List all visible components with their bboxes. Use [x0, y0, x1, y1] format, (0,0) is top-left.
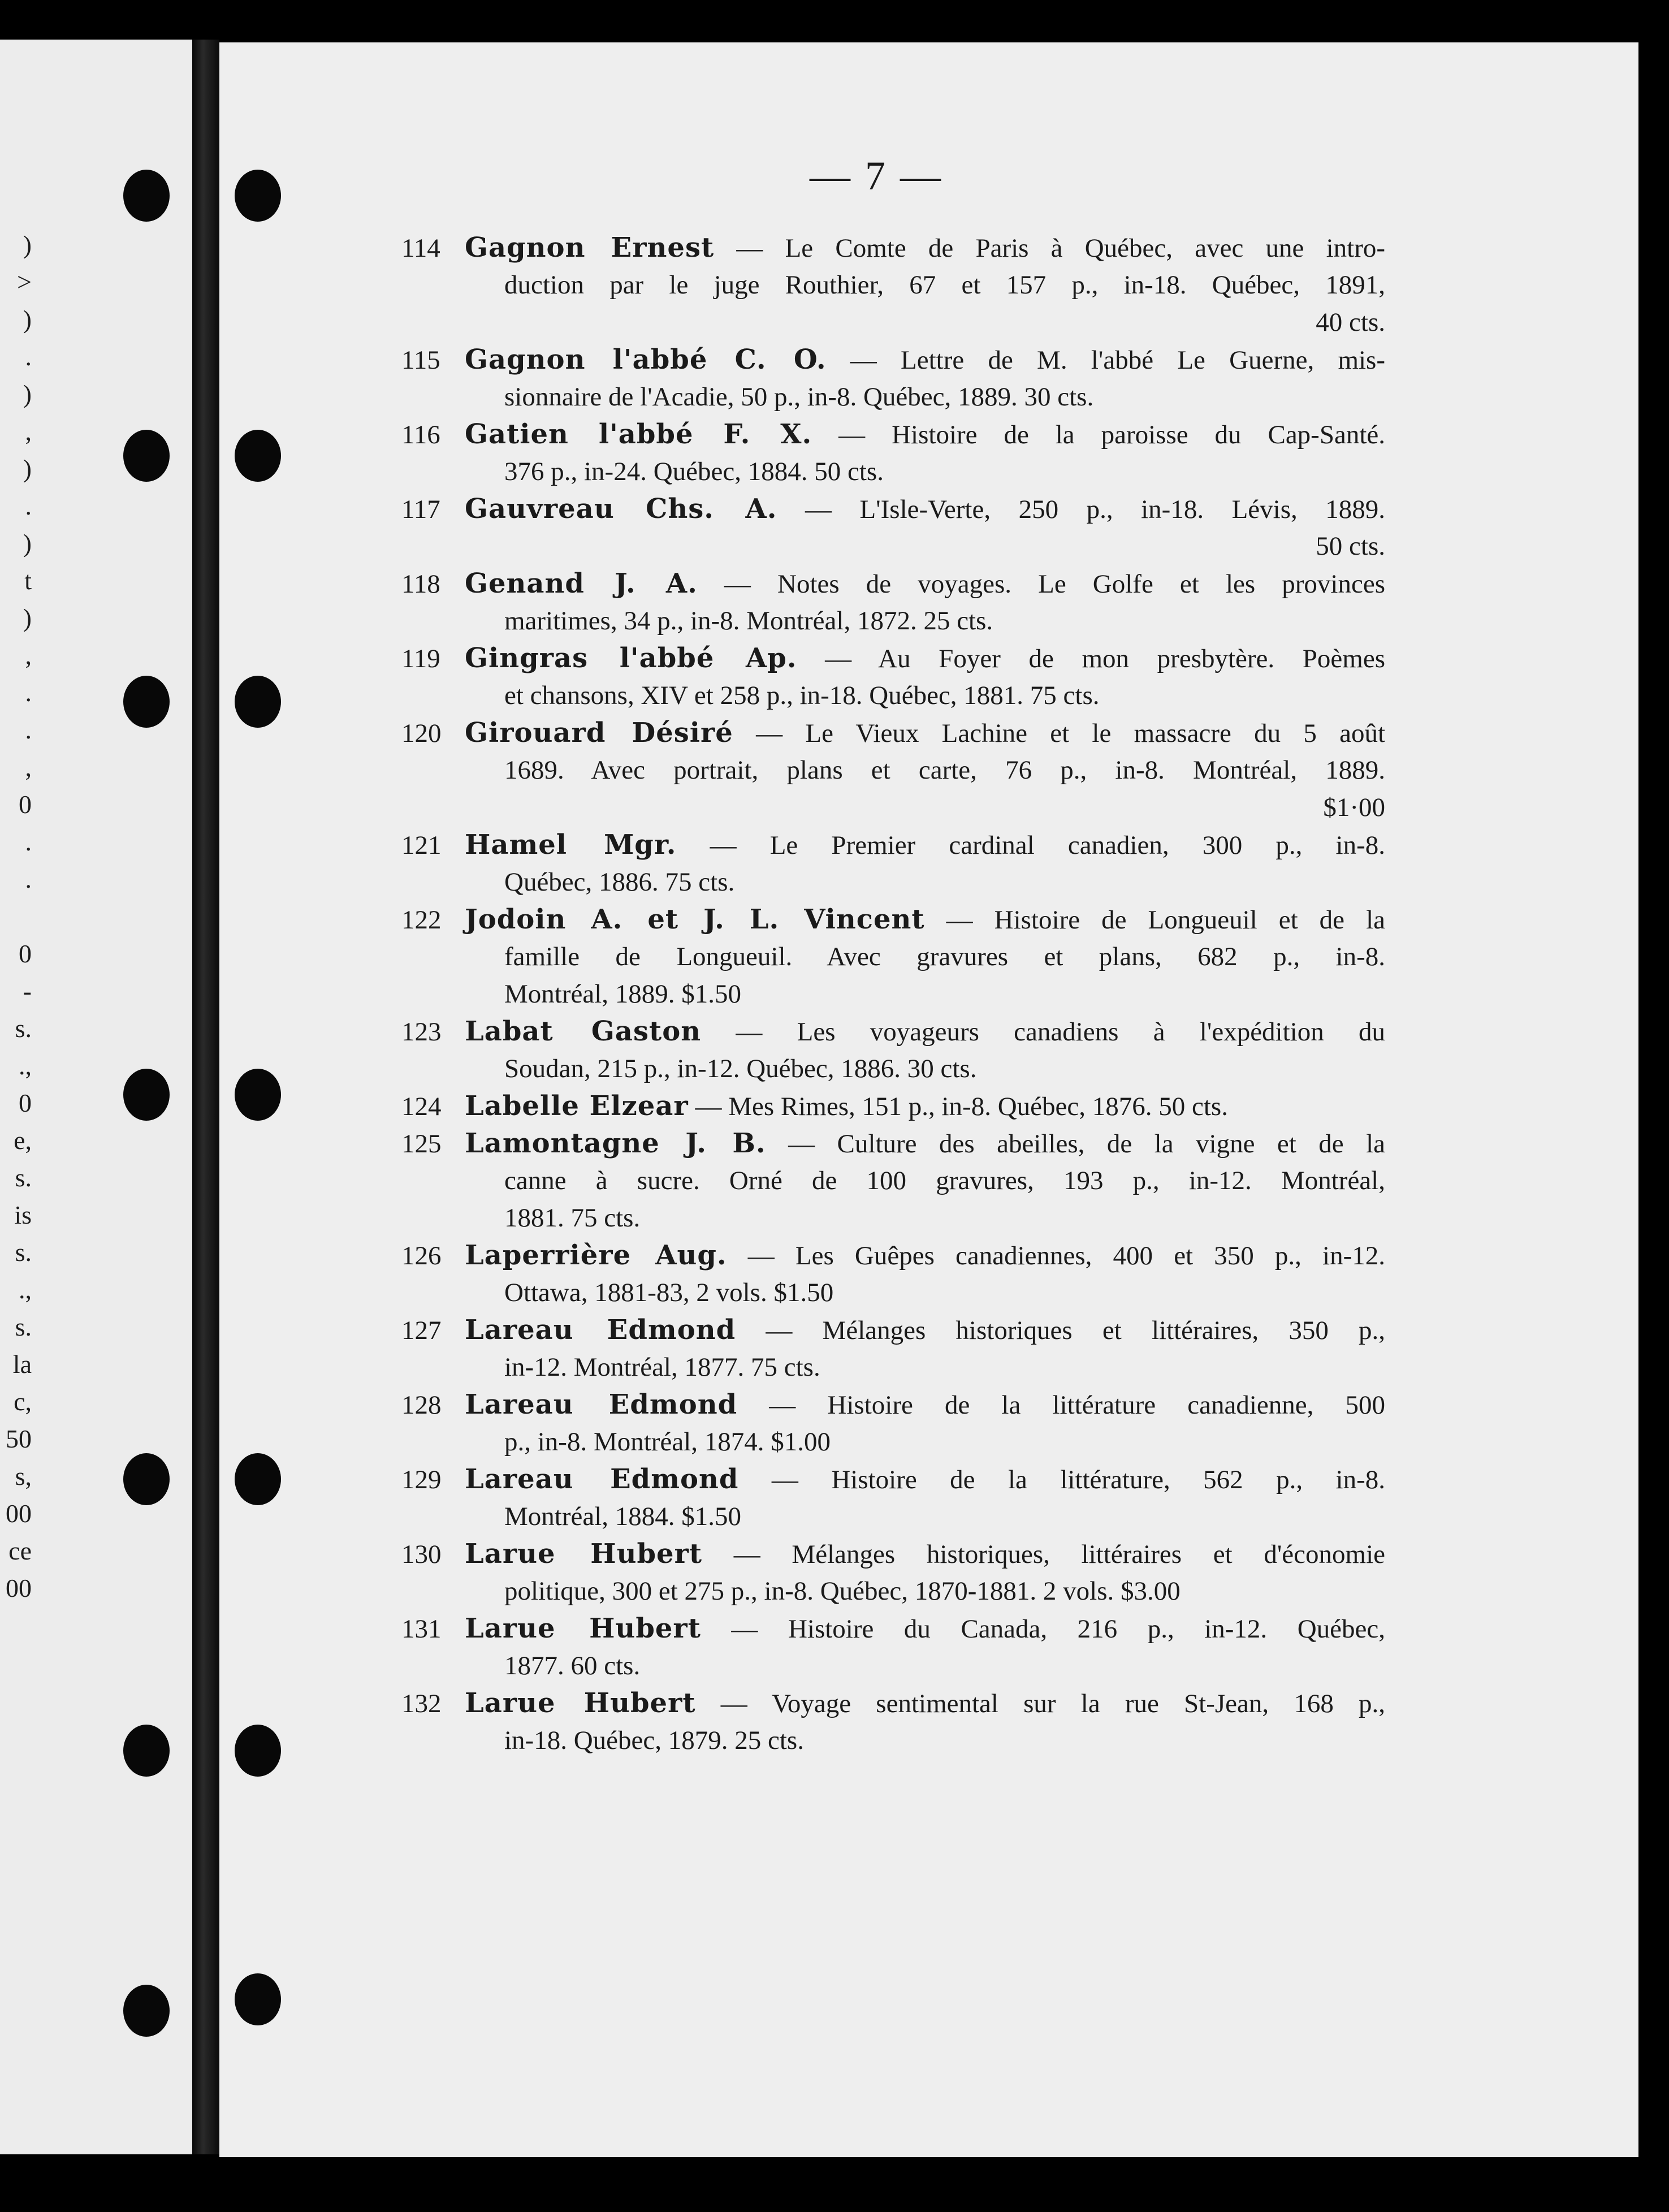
- entry-text: — Histoire de la littérature, 562 p., in-8.: [738, 1465, 1385, 1494]
- entry-author: Lareau Edmond: [465, 1389, 738, 1420]
- entry-author: Gatien l'abbé F. X.: [465, 418, 812, 450]
- entry-text: — Le Vieux Lachine et le massacre du 5 août: [733, 719, 1385, 748]
- entry-author: Gagnon l'abbé C. O.: [465, 344, 827, 375]
- entry-author: Hamel Mgr.: [465, 829, 677, 861]
- book-gutter: [192, 40, 219, 2154]
- catalogue-entry: [401, 229, 1385, 341]
- left-page-fragment: -: [23, 977, 32, 1005]
- entry-continuation-line: maritimes, 34 p., in-8. Montréal, 1872. 25 cts.: [504, 606, 993, 636]
- left-page-fragment: .: [25, 342, 32, 371]
- entry-continuation-line: 1877. 60 cts.: [504, 1651, 641, 1680]
- entry-number: 130: [401, 1540, 442, 1569]
- catalogue-entry: [401, 1311, 1385, 1386]
- entry-number: 120: [401, 719, 442, 748]
- catalogue-entry: [401, 826, 1385, 901]
- left-page-fragment: la: [12, 1350, 32, 1379]
- entry-continuation-line: canne à sucre. Orné de 100 gravures, 193 p., in-12. Montréal,: [504, 1166, 1385, 1195]
- punch-hole: [123, 430, 170, 482]
- catalogue-entry: [401, 1684, 1385, 1759]
- entry-text: — Lettre de M. l'abbé Le Guerne, mis-: [826, 345, 1385, 375]
- left-page-fragment: 00: [6, 1574, 32, 1602]
- entry-number: 115: [401, 345, 440, 375]
- entry-first-line: [401, 1610, 1385, 1647]
- entry-number: 116: [401, 420, 440, 450]
- entry-text: — Histoire de Longueuil et de la: [924, 905, 1385, 935]
- entry-number: 124: [401, 1092, 442, 1121]
- entry-number: 131: [401, 1614, 442, 1644]
- left-page-text-edge: [0, 226, 40, 1607]
- entry-text: — Voyage sentimental sur la rue St-Jean, 168 p.,: [695, 1689, 1385, 1718]
- entry-continuation-line: 1689. Avec portrait, plans et carte, 76 p., in-8. Montréal, 1889.: [504, 755, 1385, 785]
- entry-number: 121: [401, 831, 442, 860]
- entry-number: 125: [401, 1129, 442, 1159]
- punch-hole: [235, 1725, 281, 1777]
- entry-text: — Les Guêpes canadiennes, 400 et 350 p., in-12.: [727, 1241, 1385, 1271]
- entry-number: 118: [401, 569, 440, 599]
- entry-continuation-line: sionnaire de l'Acadie, 50 p., in-8. Québec, 1889. 30 cts.: [504, 382, 1094, 412]
- entry-first-line: [401, 416, 1385, 453]
- entry-text: — Les voyageurs canadiens à l'expédition du: [701, 1017, 1385, 1047]
- entry-continuation-line: Montréal, 1884. $1.50: [504, 1502, 742, 1531]
- catalogue-entry: [401, 1087, 1385, 1125]
- left-page-fragment: .: [25, 491, 32, 520]
- left-page-fragment: ): [23, 603, 32, 632]
- left-page-fragment: is: [14, 1200, 32, 1229]
- left-page-fragment: c,: [14, 1387, 32, 1416]
- punch-hole: [123, 676, 170, 728]
- catalogue-entry: [401, 565, 1385, 640]
- entry-author: Lareau Edmond: [465, 1314, 736, 1346]
- catalogue-entry: [401, 1125, 1385, 1237]
- catalogue-entry: [401, 416, 1385, 490]
- left-page-fragment: ,: [25, 753, 32, 781]
- entry-text: — Le Comte de Paris à Québec, avec une intro-: [714, 234, 1385, 263]
- entry-first-line: [401, 490, 1385, 528]
- left-page-fragment: s.: [15, 1163, 32, 1192]
- entry-author: Gagnon Ernest: [465, 232, 715, 263]
- entry-number: 119: [401, 644, 440, 673]
- entry-number: 114: [401, 234, 440, 263]
- punch-hole: [235, 430, 281, 482]
- catalogue-entry: [401, 901, 1385, 1013]
- entry-author: Jodoin A. et J. L. Vincent: [465, 904, 925, 935]
- left-page-fragment: e,: [14, 1126, 32, 1155]
- entry-text: — Culture des abeilles, de la vigne et de la: [766, 1129, 1385, 1159]
- entry-first-line: [401, 1311, 1385, 1349]
- punch-hole: [123, 1725, 170, 1777]
- catalogue-entry: [401, 1461, 1385, 1535]
- left-page-fragment: ,: [25, 641, 32, 669]
- entry-first-line: [401, 1125, 1385, 1162]
- entry-first-line: [401, 1386, 1385, 1423]
- entry-continuation-line: 376 p., in-24. Québec, 1884. 50 cts.: [504, 457, 884, 486]
- catalogue-entry: [401, 1610, 1385, 1684]
- left-page-fragment: ): [23, 454, 32, 483]
- catalogue-entry: [401, 1535, 1385, 1610]
- entry-continuation-line: duction par le juge Routhier, 67 et 157 p., in-18. Québec, 1891,: [504, 270, 1385, 300]
- left-page-fragment: .: [25, 865, 32, 893]
- entry-first-line: [401, 1237, 1385, 1274]
- page-number: — 7 —: [810, 153, 943, 198]
- entry-first-line: [401, 826, 1385, 863]
- left-page-fragment: 00: [6, 1499, 32, 1528]
- catalogue-entry: [401, 1386, 1385, 1461]
- catalogue-entry: [401, 1013, 1385, 1087]
- punch-hole: [235, 1973, 281, 2025]
- entry-continuation-line: Québec, 1886. 75 cts.: [504, 867, 735, 897]
- entry-continuation-line: politique, 300 et 275 p., in-8. Québec, 1870-1881. 2 vols. $3.00: [504, 1576, 1181, 1606]
- entry-author: Lareau Edmond: [465, 1463, 739, 1495]
- punch-hole: [235, 170, 281, 222]
- entry-continuation-line: 1881. 75 cts.: [504, 1203, 641, 1233]
- entry-number: 132: [401, 1689, 442, 1718]
- entry-first-line: [401, 1087, 1385, 1125]
- entry-text: — Mélanges historiques et littéraires, 350 p.,: [736, 1316, 1385, 1345]
- left-page-fragment: 0: [19, 939, 32, 968]
- entry-first-line: [401, 714, 1385, 751]
- entry-text: — Mélanges historiques, littéraires et d'économie: [702, 1540, 1385, 1569]
- left-page-fragment: 0: [19, 790, 32, 819]
- catalogue-entry: [401, 341, 1385, 416]
- entry-text: — Histoire de la paroisse du Cap-Santé.: [812, 420, 1385, 450]
- entry-price: 40 cts.: [1316, 308, 1385, 337]
- entry-first-line: [401, 1535, 1385, 1572]
- punch-hole: [123, 1453, 170, 1505]
- entry-continuation-line: p., in-8. Montréal, 1874. $1.00: [504, 1427, 831, 1457]
- entry-number: 128: [401, 1390, 442, 1420]
- left-page-fragment: s.: [15, 1238, 32, 1267]
- entry-author: Genand J. A.: [465, 568, 698, 599]
- entry-number: 123: [401, 1017, 442, 1047]
- entry-first-line: [401, 1461, 1385, 1498]
- entry-text: — Mes Rimes, 151 p., in-8. Québec, 1876. 50 cts.: [688, 1092, 1228, 1121]
- entry-text: — Au Foyer de mon presbytère. Poèmes: [797, 644, 1385, 673]
- left-page-fragment: ): [23, 230, 32, 259]
- punch-hole: [123, 170, 170, 222]
- entry-continuation-line: in-18. Québec, 1879. 25 cts.: [504, 1726, 804, 1755]
- entry-text: — Histoire du Canada, 216 p., in-12. Québec,: [701, 1614, 1385, 1644]
- left-page-fragment: >: [17, 267, 32, 296]
- catalogue-entry: [401, 640, 1385, 714]
- entry-continuation-line: Montréal, 1889. $1.50: [504, 979, 742, 1009]
- entry-author: Larue Hubert: [465, 1687, 696, 1719]
- entry-author: Labelle Elzear: [465, 1090, 689, 1122]
- punch-hole: [235, 1453, 281, 1505]
- left-page-fragment: ): [23, 305, 32, 334]
- entry-price: 50 cts.: [1316, 532, 1385, 561]
- entry-price: $1·00: [1323, 793, 1385, 822]
- left-page-fragment: 50: [6, 1424, 32, 1453]
- entry-continuation-line: famille de Longueuil. Avec gravures et plans, 682 p., in-8.: [504, 942, 1385, 971]
- entry-author: Lamontagne J. B.: [465, 1127, 766, 1159]
- entry-number: 129: [401, 1465, 442, 1494]
- catalogue-entry: [401, 490, 1385, 565]
- entry-number: 126: [401, 1241, 442, 1271]
- left-page-fragment: .: [25, 715, 32, 744]
- entry-first-line: [401, 229, 1385, 266]
- entry-author: Laperrière Aug.: [465, 1239, 727, 1271]
- entry-author: Labat Gaston: [465, 1016, 702, 1047]
- left-page-fragment: ): [23, 379, 32, 408]
- entry-text: — Histoire de la littérature canadienne, 500: [737, 1390, 1385, 1420]
- punch-hole: [123, 1069, 170, 1121]
- entry-continuation-line: Ottawa, 1881-83, 2 vols. $1.50: [504, 1278, 834, 1307]
- left-page-fragment: 0: [19, 1088, 32, 1117]
- left-page-fragment: .,: [19, 1051, 32, 1080]
- left-page-fragment: s.: [15, 1014, 32, 1043]
- entry-first-line: [401, 1013, 1385, 1050]
- punch-hole: [123, 1985, 170, 2037]
- left-page-fragment: s,: [15, 1462, 32, 1490]
- entry-first-line: [401, 901, 1385, 938]
- entry-continuation-line: in-12. Montréal, 1877. 75 cts.: [504, 1353, 820, 1382]
- entry-text: — Notes de voyages. Le Golfe et les provinces: [697, 569, 1385, 599]
- entry-author: Gauvreau Chs. A.: [465, 493, 777, 525]
- left-page-fragment: ce: [8, 1536, 32, 1565]
- left-page-fragment: t: [24, 566, 32, 595]
- left-page-fragment: .: [25, 827, 32, 856]
- entry-first-line: [401, 640, 1385, 677]
- entry-author: Larue Hubert: [465, 1538, 703, 1570]
- entry-number: 117: [401, 495, 440, 524]
- left-page-fragment: [0, 898, 40, 935]
- catalogue-entry: [401, 714, 1385, 826]
- left-page-fragment: s.: [15, 1312, 32, 1341]
- punch-hole: [235, 676, 281, 728]
- left-page-fragment: ): [23, 529, 32, 558]
- punch-hole: [235, 1069, 281, 1121]
- entry-text: — Le Premier cardinal canadien, 300 p., in-8.: [676, 831, 1385, 860]
- entry-first-line: [401, 341, 1385, 378]
- entry-continuation-line: et chansons, XIV et 258 p., in-18. Québec, 1881. 75 cts.: [504, 681, 1100, 710]
- entry-first-line: [401, 565, 1385, 602]
- left-page-fragment: .,: [19, 1275, 32, 1304]
- left-page-fragment: .: [25, 678, 32, 707]
- entry-first-line: [401, 1684, 1385, 1722]
- catalogue-entry: [401, 1237, 1385, 1311]
- catalogue-listing: [401, 229, 1385, 1759]
- entry-continuation-line: Soudan, 215 p., in-12. Québec, 1886. 30 cts.: [504, 1054, 977, 1083]
- entry-number: 122: [401, 905, 442, 935]
- entry-author: Gingras l'abbé Ap.: [465, 642, 797, 674]
- entry-author: Girouard Désiré: [465, 717, 733, 749]
- left-page-fragment: ,: [25, 417, 32, 446]
- entry-text: — L'Isle-Verte, 250 p., in-18. Lévis, 1889.: [777, 495, 1385, 524]
- entry-number: 127: [401, 1316, 442, 1345]
- entry-author: Larue Hubert: [465, 1613, 701, 1644]
